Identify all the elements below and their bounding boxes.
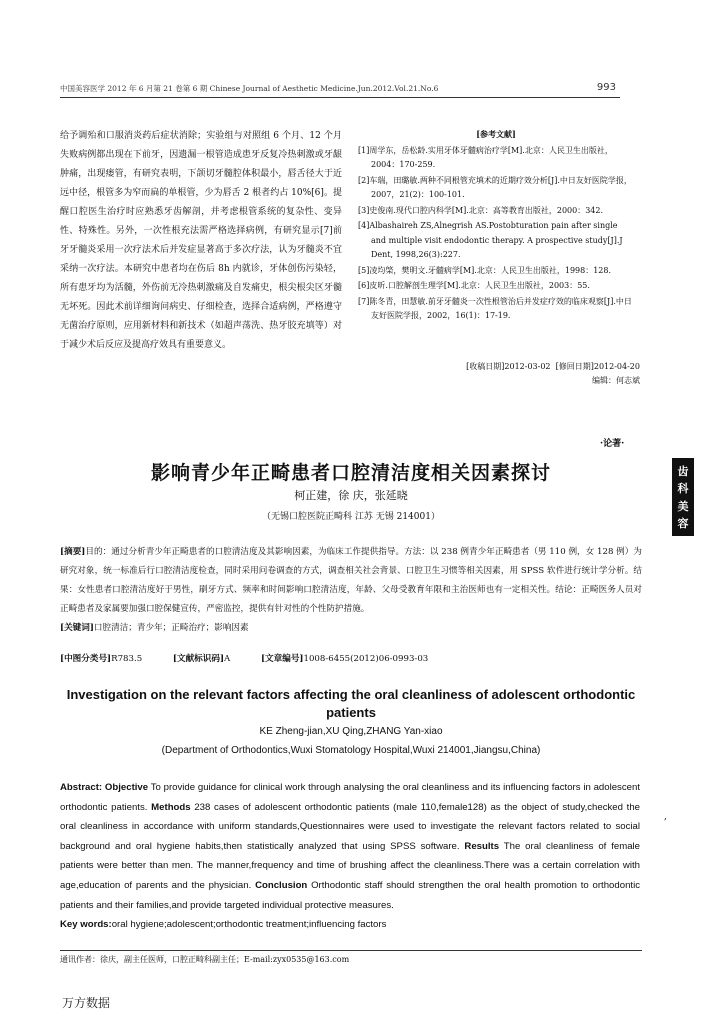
article-no-label: [文章编号]: [260, 654, 304, 664]
affiliation-en: (Department of Orthodontics,Wuxi Stomatology Hospital,Wuxi 214001,Jiangsu,China): [161, 745, 541, 756]
side-tab-char: 科: [677, 482, 689, 496]
methods-text: 238 cases of adolescent orthodontic patients (male 110,female128) as the object of study,checked the oral cleanliness in accordance with uniform standards,Questionnaires were used to investigate the relevant factors related to social background and oral hygiene habits,then statistically analyzed that using SPSS software.: [60, 801, 641, 852]
authors-cn: 柯正建，徐 庆，张延晓: [294, 489, 408, 502]
classification-line: [60, 652, 642, 664]
running-title: 中国美容医学 2012 年 6 月第 21 卷第 6 期 Chinese Journal of Aesthetic Medicine.Jun.2012.Vol.21.No.6: [60, 84, 439, 93]
side-tab-char: 容: [677, 517, 689, 531]
authors-en: KE Zheng-jian,XU Qing,ZHANG Yan-xiao: [259, 726, 443, 737]
conclusion-text: Orthodontic staff should strengthen the oral health promotion to orthodontic patients and their families,and provide targeted individual protective measures.: [60, 879, 640, 911]
abstract-cn: [60, 543, 642, 638]
reference-item: [6]皮昕.口腔解剖生理学[M].北京：人民卫生出版社，2003：55.: [358, 281, 590, 290]
abstract-cn-text: 目的：通过分析青少年正畸患者的口腔清洁度及其影响因素，为临床工作提供指导。方法：以 238 例青少年正畸患者（男 110 例，女 128 例）为研究对象，统一标准后行口腔清洁度检查，同时采用问卷调查的方式，调查相关社会背景、口腔卫生习惯等相关因素，用 SPSS 软件进行统计学分析。结果：女性患者口腔清洁度好于男性，刷牙方式、频率和时间影响口腔清洁度，年龄、父母受教育年限和主治医师也有一定相关性。结论：正畸医务人员对正畸患者及家属要加强口腔保健宣传，严密监控，提供有针对性的个性防护措施。: [60, 547, 642, 614]
clc-value: R783.5: [111, 654, 143, 664]
reference-item: [2]车瑞，田璐敏.两种不同根管充填术的近期疗效分析[J].中日友好医院学报，2007，21(2)：100-101.: [358, 175, 632, 199]
article-title-cn: 影响青少年正畸患者口腔清洁度相关因素探讨: [150, 462, 551, 484]
conclusion-label: Conclusion: [255, 879, 308, 891]
revised-date: [修回日期]2012-04-20: [555, 362, 640, 371]
received-date: [收稿日期]2012-03-02: [466, 362, 551, 371]
left-column: [60, 127, 342, 355]
margin-mark: ,: [664, 812, 667, 822]
keywords-cn: 口腔清洁；青少年；正畸治疗；影响因素: [93, 623, 249, 633]
references-section: [358, 127, 634, 325]
keywords-en: oral hygiene;adolescent;orthodontic treatment;influencing factors: [111, 919, 387, 931]
side-tab-char: 美: [677, 499, 689, 513]
keywords-en-label: Key words:: [60, 919, 112, 931]
running-header: [60, 83, 620, 98]
reference-item: [1]周学东，岳松龄.实用牙体牙髓病治疗学[M].北京：人民卫生出版社，2004：170-259.: [358, 145, 613, 169]
correspondence-footnote: 通讯作者：徐庆，副主任医师，口腔正畸科副主任；E-mail:zyx0535@163.com: [60, 950, 642, 965]
article-no-value: 1008-6455(2012)06-0993-03: [303, 654, 429, 664]
reference-item: [7]陈冬青，田慧敏.前牙牙髓炎一次性根管治后并发症疗效的临床观察[J].中日友好医院学报，2002，16(1)：17-19.: [358, 296, 632, 320]
objective-label: Objective: [104, 782, 149, 793]
body-paragraph: 给予调殆和口服消炎药后症状消除；实验组与对照组 6 个月、12 个月失败病例都出现在下前牙，因遗漏一根管造成患牙反复冷热刺激或牙龈肿痛，出现瘘管，有研究表明，下颌切牙髓腔体积最小，唇舌径大于近远中径，根管多为窄而扁的单根管，少为唇舌 2 根者约占 10%[6]。提醒口腔医生治疗时应熟悉牙齿解剖，并考虑根管系统的复杂性、变异性、特殊性。另外，一次性根充法需严格选择病例，有研究显示[7]前牙牙髓炎采用一次疗法术后并发症显著高于多次疗法，认为牙髓炎不宜采纳一次疗法。本研究中患者均在伤后 8h 内就诊，牙体创伤污染轻，所有患牙均为活髓，外伤前无冷热刺激痛及自发痛史，根尖根尖区牙髓无坏死。因此术前详细询问病史、仔细检查，选择合适病例，严格遵守无菌治疗原则，应用新材料和新技术（如超声荡洗、热牙胶充填等）对于减少术后反应及提高疗效具有重要意义。: [60, 131, 342, 350]
affiliation-cn: （无锡口腔医院正畸科 江苏 无锡 214001）: [262, 512, 440, 522]
abstract-en-label: Abstract:: [60, 782, 103, 793]
results-label: Results: [464, 840, 500, 852]
doc-code-label: [文献标识码]: [172, 654, 225, 664]
page-number: 993: [596, 82, 616, 93]
methods-label: Methods: [151, 801, 191, 813]
abstract-en: [60, 778, 640, 935]
clc-label: [中图分类号]: [60, 654, 112, 664]
keywords-cn-label: [关键词]: [60, 623, 94, 633]
results-text: The oral cleanliness of female patients were better than men. The manner,frequency and time of brushing affect the cleanliness.There was a certain correlation with age,education of parents and the physician.: [60, 840, 640, 891]
editor-name: 编辑：何志斌: [592, 376, 640, 385]
references-title: [参考文献]: [476, 129, 516, 139]
watermark: 万方数据: [62, 996, 111, 1010]
reference-item: [4]Albashaireh ZS,Alnegrish AS.Postobturation pain after single and multiple visit endodontic therapy. A prospective study[J].J Dent, 1998,26(3):227.: [358, 221, 623, 259]
article-title-en: Investigation on the relevant factors affecting the oral cleanliness of adolescent orthodontic patients: [66, 687, 636, 720]
abstract-cn-label: [摘要]: [60, 547, 86, 557]
side-tab-char: 齿: [677, 464, 689, 478]
reference-item: [5]凌均棨，樊明文.牙髓病学[M].北京：人民卫生出版社，1998：128.: [358, 265, 612, 275]
article-dates: [440, 360, 640, 388]
reference-item: [3]史俊南.现代口腔内科学[M].北京：高等教育出版社，2000：342.: [358, 205, 604, 215]
column-tag: ·论著·: [600, 439, 625, 449]
objective-text: To provide guidance for clinical work through analysing the oral cleanliness and its influencing factors in adolescent orthodontic patients.: [60, 782, 640, 813]
doc-code-value: A: [224, 654, 231, 664]
